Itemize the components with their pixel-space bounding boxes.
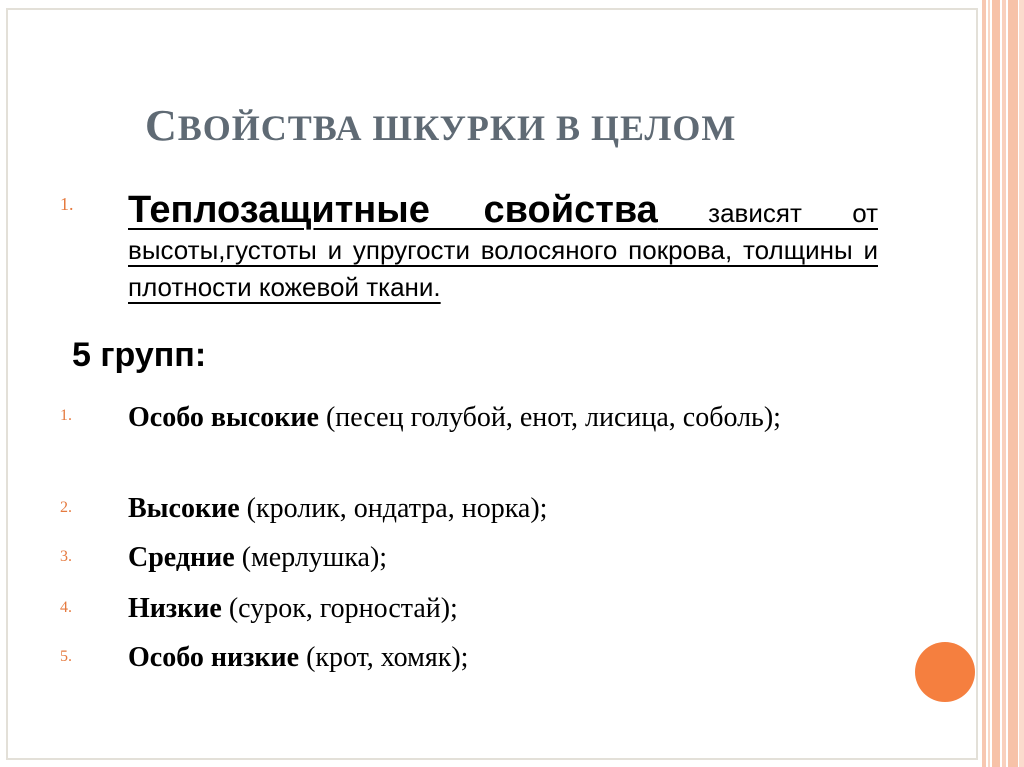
group-number: 4. — [60, 599, 72, 616]
group-item-bold: Особо высокие — [128, 402, 319, 433]
group-number: 3. — [60, 548, 72, 565]
group-item-text: (кролик, ондатра, норка); — [239, 493, 548, 524]
group-number: 1. — [60, 407, 72, 424]
group-item-text: (песец голубой, енот, лисица, соболь); — [318, 402, 781, 433]
slide-title — [145, 100, 905, 151]
main-item-number: 1. — [60, 194, 74, 214]
main-item-description: зависят от высоты,густоты и упругости волосяного покрова, толщины и плотности кожевой ткани. — [128, 198, 878, 302]
group-item-text: (крот, хомяк); — [299, 642, 469, 673]
main-item-heading: Теплозащитные свойства — [128, 189, 658, 231]
group-number: 5. — [60, 648, 72, 665]
group-item-bold: Высокие — [128, 493, 240, 524]
decorative-stripe — [992, 0, 1000, 767]
group-item — [128, 489, 878, 529]
decorative-stripe — [982, 0, 986, 767]
group-item-bold: Особо низкие — [128, 642, 300, 673]
decorative-stripe — [1019, 0, 1024, 767]
groups-label: 5 групп: — [72, 336, 207, 374]
group-item-bold: Низкие — [128, 593, 222, 624]
group-item — [128, 589, 878, 629]
group-number: 2. — [60, 499, 72, 516]
group-item — [128, 538, 878, 578]
title-rest: ВОЙСТВА ШКУРКИ В ЦЕЛОМ — [177, 108, 737, 148]
decorative-stripe — [1002, 0, 1006, 767]
group-item-text: (мерлушка); — [234, 542, 388, 573]
decorative-stripe — [1008, 0, 1018, 767]
group-item — [128, 638, 878, 678]
main-item-text — [128, 189, 878, 306]
group-item-text: (сурок, горностай); — [221, 593, 458, 624]
group-item-bold: Средние — [128, 542, 235, 573]
decorative-circle — [915, 642, 975, 702]
decorative-stripe — [988, 0, 990, 767]
group-item — [128, 398, 878, 438]
title-first-letter: С — [145, 101, 178, 150]
